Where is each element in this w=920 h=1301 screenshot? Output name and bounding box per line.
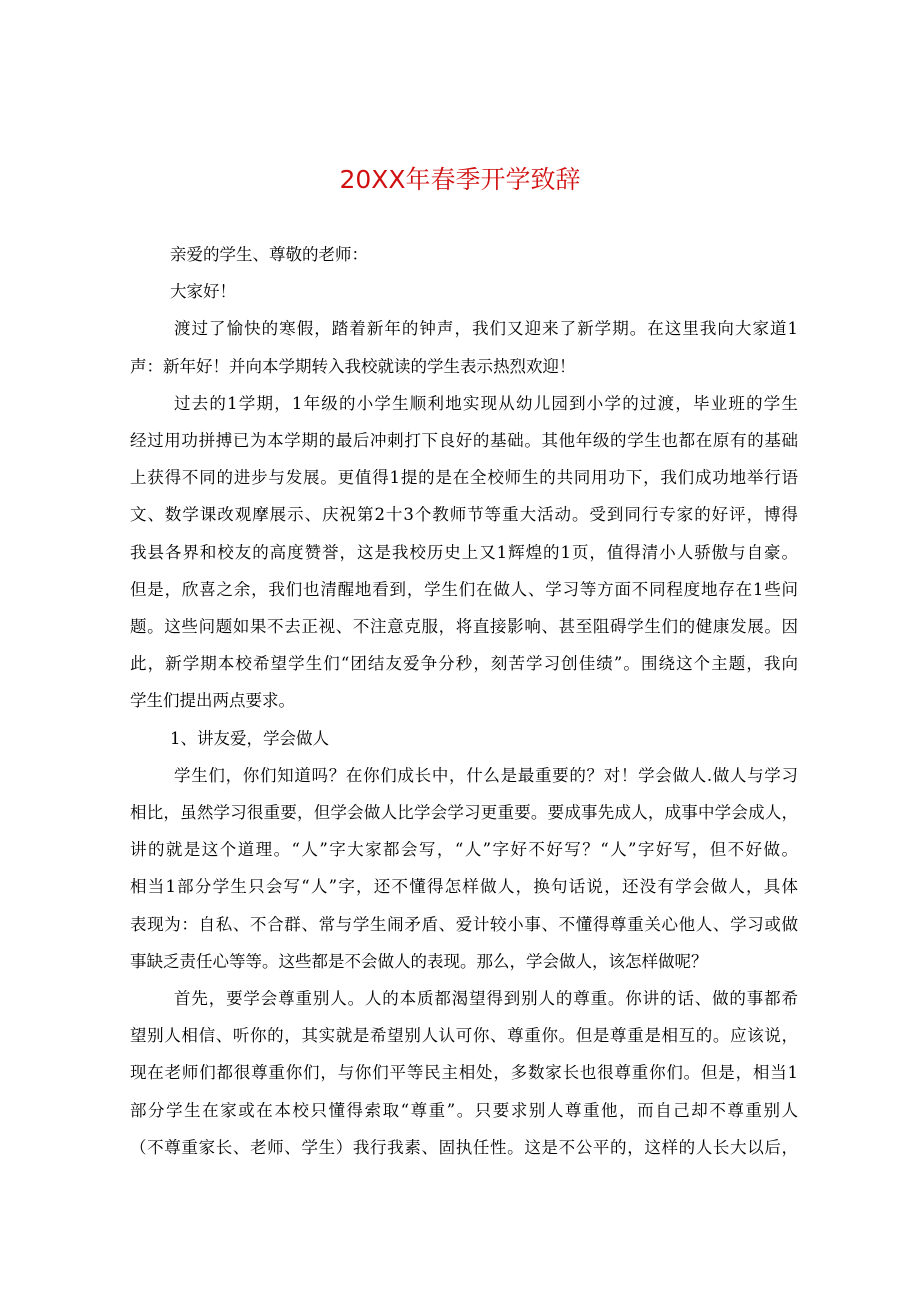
paragraph-line: 学生们提出两点要求。	[130, 691, 295, 711]
paragraph-line: 上获得不同的进步与发展。更值得1提的是在全校师生的共同用功下，我们成功地举行语	[130, 468, 798, 488]
paragraph-line: 现在老师们都很尊重你们，与你们平等民主相处，多数家长也很尊重你们。但是，相当1	[130, 1063, 798, 1083]
paragraph-line: 讲的就是这个道理。“人”字大家都会写，“人”字好不好写？“人”字好写，但不好做。	[130, 840, 798, 860]
section-heading: 1、讲友爱，学会做人	[170, 728, 329, 748]
paragraph-line: 声：新年好！并向本学期转入我校就读的学生表示热烈欢迎！	[130, 356, 576, 376]
paragraph-line: 过去的1学期，1年级的小学生顺利地实现从幼儿园到小学的过渡，毕业班的学生	[174, 393, 798, 413]
paragraph-line: 望别人相信、听你的，其实就是希望别人认可你、尊重你。但是尊重是相互的。应该说，	[130, 1026, 798, 1046]
paragraph-line: 部分学生在家或在本校只懂得索取“尊重”。只要求别人尊重他，而自己却不尊重别人	[130, 1100, 798, 1120]
paragraph-line: 文、数学课改观摩展示、庆祝第2十3个教师节等重大活动。受到同行专家的好评，博得	[130, 505, 798, 525]
paragraph-4	[130, 980, 798, 1166]
paragraph-1	[130, 310, 798, 384]
paragraph-line: （不尊重家长、老师、学生）我行我素、固执任性。这是不公平的，这样的人长大以后，	[130, 1137, 798, 1157]
paragraph-line: 首先，要学会尊重别人。人的本质都渴望得到别人的尊重。你讲的话、做的事都希	[174, 989, 798, 1009]
paragraph-3	[130, 757, 798, 980]
paragraph-line: 相当1部分学生只会写“人”字，还不懂得怎样做人，换句话说，还没有学会做人，具体	[130, 877, 798, 897]
paragraph-line: 表现为：自私、不合群、常与学生闹矛盾、爱计较小事、不懂得尊重关心他人、学习或做	[130, 914, 798, 934]
salutation: 亲爱的学生、尊敬的老师：	[170, 245, 368, 264]
paragraph-line: 题。这些问题如果不去正视、不注意克服，将直接影响、甚至阻碍学生们的健康发展。因	[130, 617, 798, 637]
paragraph-line: 但是，欣喜之余，我们也清醒地看到，学生们在做人、学习等方面不同程度地存在1些问	[130, 579, 798, 599]
paragraph-line: 相比，虽然学习很重要，但学会做人比学会学习更重要。要成事先成人，成事中学会成人，	[130, 803, 798, 823]
paragraph-line: 经过用功拼搏已为本学期的最后冲刺打下良好的基础。其他年级的学生也都在原有的基础	[130, 431, 798, 451]
document-title: 20XX年春季开学致辞	[339, 165, 581, 194]
paragraph-line: 此，新学期本校希望学生们“团结友爱争分秒，刻苦学习创佳绩”。围绕这个主题，我向	[130, 654, 798, 674]
paragraph-line: 渡过了愉快的寒假，踏着新年的钟声，我们又迎来了新学期。在这里我向大家道1	[174, 319, 798, 339]
document-body	[130, 236, 798, 1166]
paragraph-line: 事缺乏责任心等等。这些都是不会做人的表现。那么，学会做人，该怎样做呢？	[130, 951, 708, 971]
paragraph-2	[130, 385, 798, 720]
paragraph-line: 学生们，你们知道吗？在你们成长中，什么是最重要的？对！学会做人.做人与学习	[174, 765, 798, 785]
paragraph-line: 我县各界和校友的高度赞誉，这是我校历史上又1辉煌的1页，值得清小人骄傲与自豪。	[130, 542, 798, 562]
greeting: 大家好！	[170, 282, 236, 302]
